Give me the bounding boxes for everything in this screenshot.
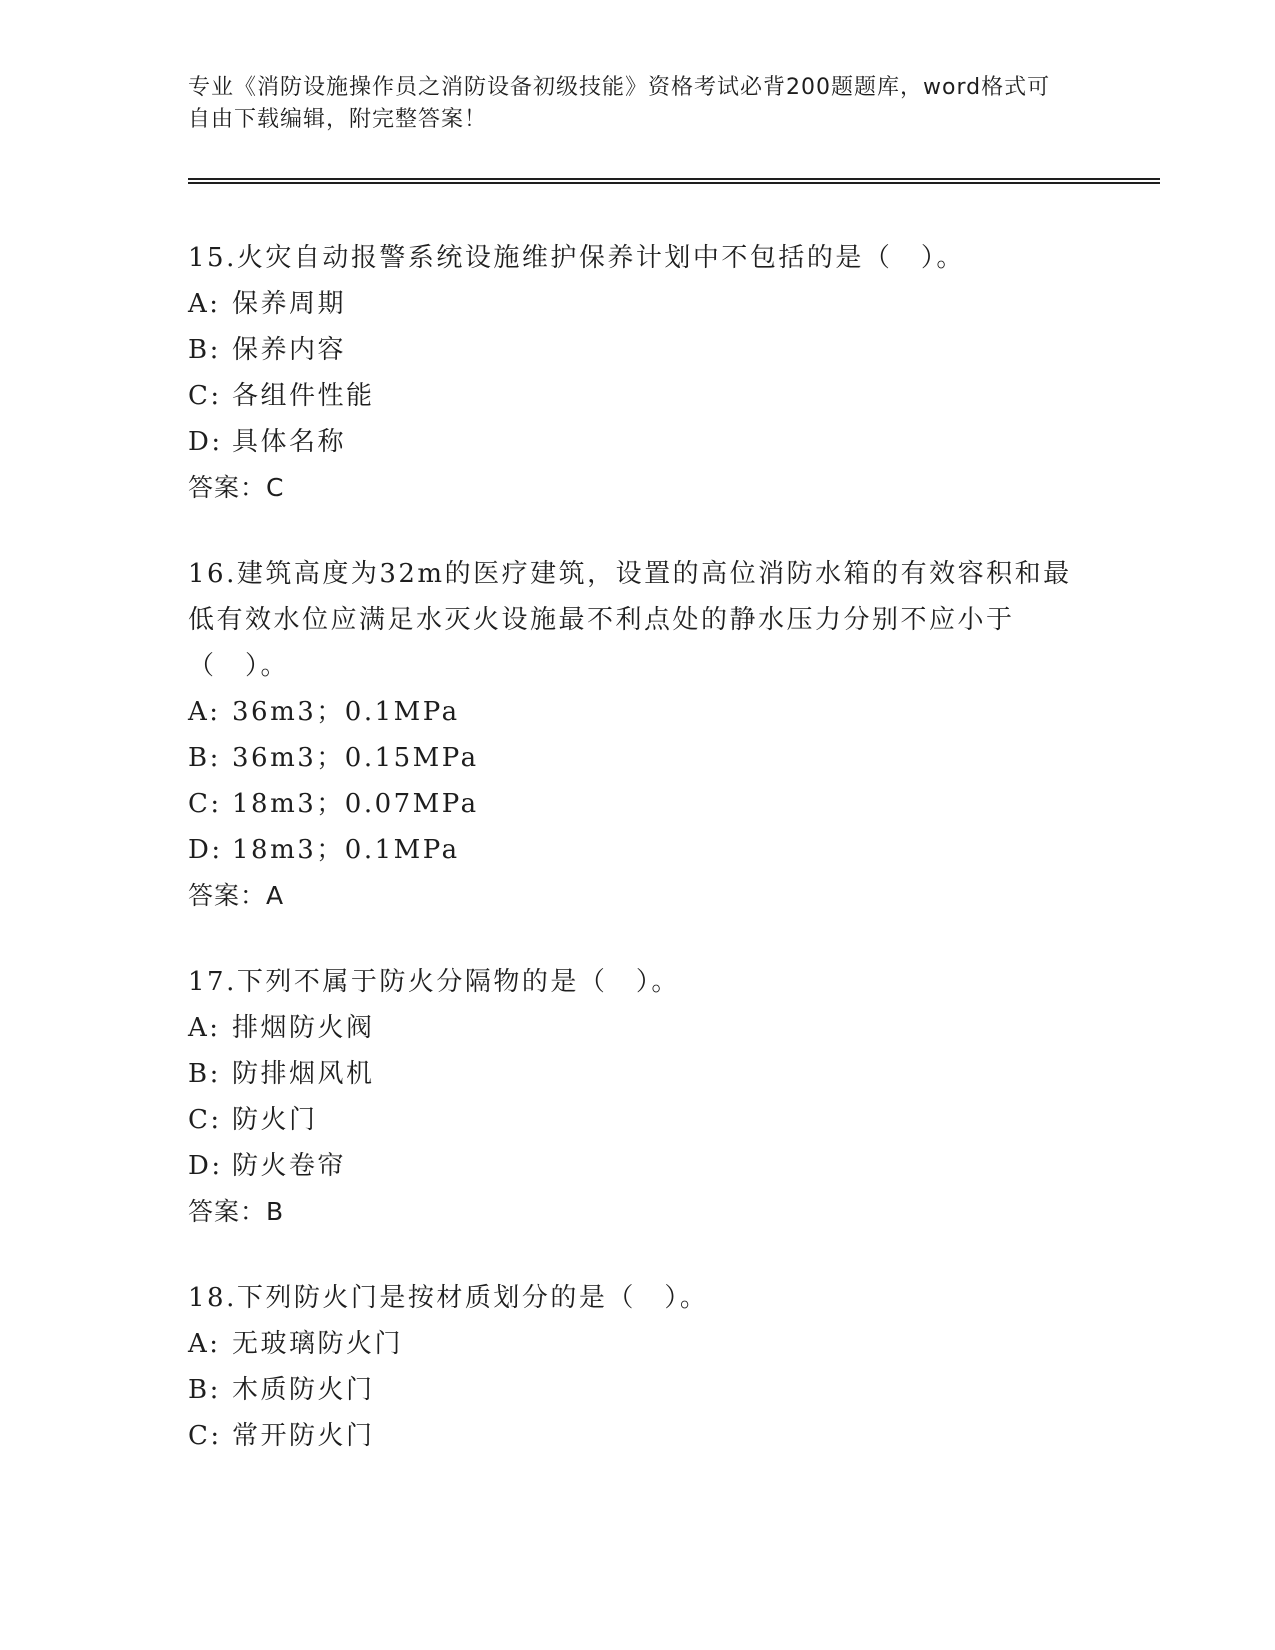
- option-letter: D:: [188, 835, 223, 865]
- option-d: [188, 827, 1088, 873]
- option-text: 36m3；0.1MPa: [232, 697, 460, 727]
- option-letter: A:: [188, 289, 221, 319]
- question-17: [188, 959, 1088, 1235]
- question-stem: 17.下列不属于防火分隔物的是（ ）。: [188, 967, 680, 997]
- document-header: 专业《消防设施操作员之消防设备初级技能》资格考试必背200题题库，word格式可自由下载编辑，附完整答案！: [188, 75, 1051, 132]
- option-text: 18m3；0.1MPa: [232, 835, 460, 865]
- question-stem: 15.火灾自动报警系统设施维护保养计划中不包括的是（ ）。: [188, 243, 965, 273]
- option-text: 无玻璃防火门: [232, 1329, 404, 1359]
- header-double-rule: [188, 178, 1160, 184]
- option-letter: A:: [188, 697, 221, 727]
- option-b: [188, 1051, 1088, 1097]
- option-text: 木质防火门: [232, 1375, 375, 1405]
- option-letter: A:: [188, 1329, 221, 1359]
- option-text: 排烟防火阀: [232, 1013, 375, 1043]
- option-text: 防火门: [232, 1105, 318, 1135]
- option-text: 常开防火门: [232, 1421, 375, 1451]
- option-text: 具体名称: [232, 427, 347, 457]
- option-b: [188, 327, 1088, 373]
- option-letter: B:: [188, 743, 221, 773]
- question-15: [188, 235, 1088, 511]
- option-text: 防火卷帘: [232, 1151, 347, 1181]
- option-letter: A:: [188, 1013, 221, 1043]
- option-text: 保养内容: [232, 335, 347, 365]
- question-16: [188, 551, 1088, 919]
- question-list: [188, 235, 1088, 1499]
- option-letter: C:: [188, 1105, 222, 1135]
- answer-line: 答案：B: [188, 1197, 285, 1226]
- option-a: [188, 1005, 1088, 1051]
- option-c: [188, 781, 1088, 827]
- option-text: 各组件性能: [232, 381, 375, 411]
- option-letter: C:: [188, 381, 222, 411]
- option-text: 保养周期: [232, 289, 347, 319]
- option-c: [188, 1413, 1088, 1459]
- option-letter: D:: [188, 427, 223, 457]
- option-c: [188, 373, 1088, 419]
- question-18: [188, 1275, 1088, 1459]
- option-letter: C:: [188, 789, 222, 819]
- option-a: [188, 689, 1088, 735]
- question-stem: 18.下列防火门是按材质划分的是（ ）。: [188, 1283, 709, 1313]
- option-b: [188, 1367, 1088, 1413]
- option-text: 36m3；0.15MPa: [232, 743, 479, 773]
- option-a: [188, 1321, 1088, 1367]
- option-text: 18m3；0.07MPa: [232, 789, 479, 819]
- option-letter: B:: [188, 335, 221, 365]
- option-letter: B:: [188, 1059, 221, 1089]
- option-letter: D:: [188, 1151, 223, 1181]
- option-a: [188, 281, 1088, 327]
- answer-line: 答案：A: [188, 881, 285, 910]
- question-stem: 16.建筑高度为32m的医疗建筑，设置的高位消防水箱的有效容积和最低有效水位应满足水灭火设施最不利点处的静水压力分别不应小于（ ）。: [188, 559, 1072, 681]
- option-letter: C:: [188, 1421, 222, 1451]
- answer-line: 答案：C: [188, 473, 285, 502]
- option-b: [188, 735, 1088, 781]
- option-c: [188, 1097, 1088, 1143]
- option-d: [188, 419, 1088, 465]
- option-letter: B:: [188, 1375, 221, 1405]
- option-text: 防排烟风机: [232, 1059, 375, 1089]
- option-d: [188, 1143, 1088, 1189]
